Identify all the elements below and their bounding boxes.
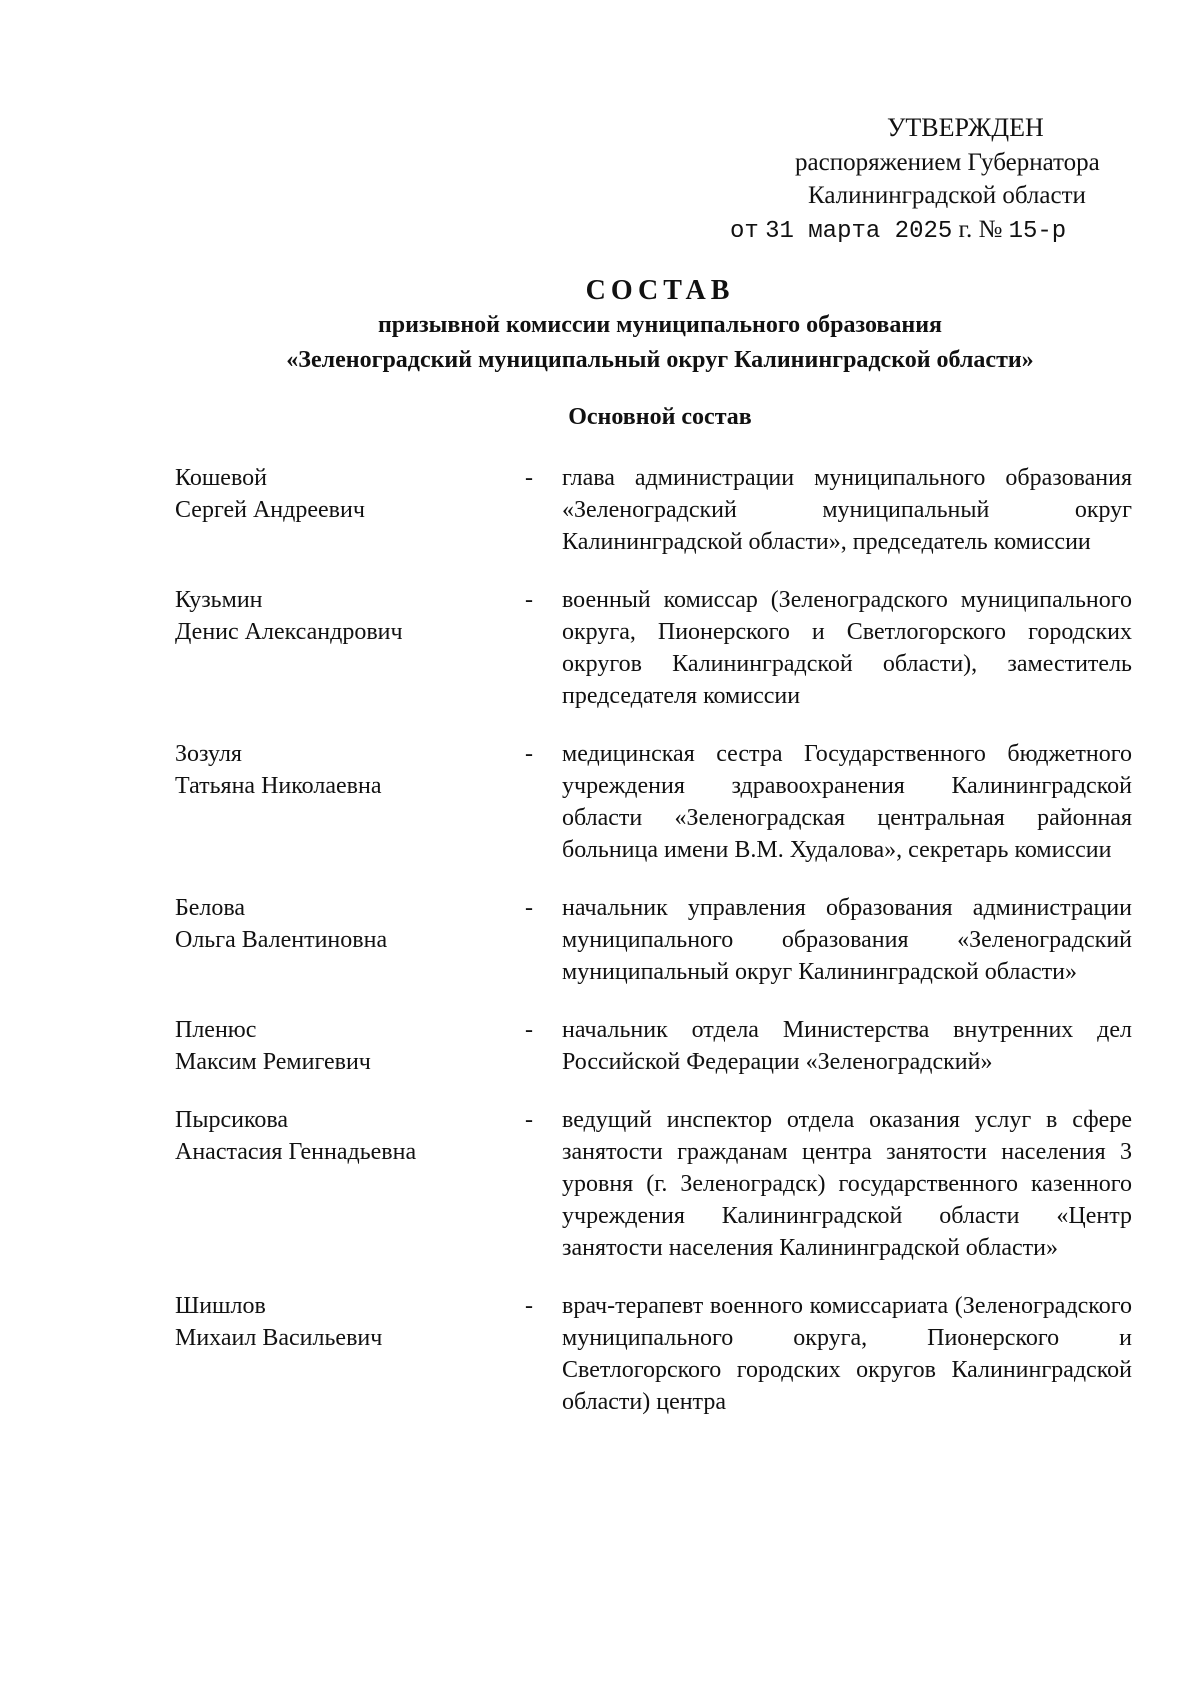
- member-surname: Кузьмин: [175, 587, 263, 613]
- approval-date-suffix: г. №: [958, 216, 1003, 243]
- member-name: [175, 738, 505, 802]
- member-given-name: Татьяна Николаевна: [175, 773, 382, 799]
- member-dash: -: [525, 1293, 533, 1319]
- member-name: [175, 1104, 505, 1168]
- section-title: Основной состав: [568, 404, 752, 430]
- member-description: врач-терапевт военного комиссариата (Зеленоградского муниципального округа, Пионерского и Светлогорского городских округов Калининградской области) центра: [562, 1293, 1132, 1415]
- member-dash: -: [525, 895, 533, 921]
- approval-by-order: распоряжением Губернатора: [795, 149, 1100, 176]
- approval-date-line: [730, 214, 1066, 247]
- member-description: начальник управления образования администрации муниципального образования «Зеленоградский муниципальный округ Калининградской области»: [562, 895, 1132, 985]
- member-surname: Кошевой: [175, 465, 267, 491]
- member-entry: [175, 584, 1135, 712]
- member-name: [175, 462, 505, 526]
- approval-date: 31 марта 2025: [765, 218, 953, 245]
- member-given-name: Сергей Андреевич: [175, 497, 365, 523]
- member-given-name: Анастасия Геннадьевна: [175, 1139, 417, 1165]
- member-entry: [175, 1290, 1135, 1418]
- member-dash: -: [525, 741, 533, 767]
- member-given-name: Ольга Валентиновна: [175, 927, 388, 953]
- member-name: [175, 892, 505, 956]
- member-description: начальник отдела Министерства внутренних дел Российской Федерации «Зеленоградский»: [562, 1017, 1132, 1075]
- approval-status: УТВЕРЖДЕН: [887, 113, 1044, 142]
- member-dash: -: [525, 1017, 533, 1043]
- document-title-block: [0, 275, 1200, 377]
- member-entry: [175, 1104, 1135, 1264]
- member-surname: Белова: [175, 895, 246, 921]
- member-entry: [175, 1014, 1135, 1078]
- member-name: [175, 584, 505, 648]
- member-name: [175, 1290, 505, 1354]
- member-name: [175, 1014, 505, 1078]
- member-entry: [175, 462, 1135, 558]
- member-surname: Пырсикова: [175, 1107, 289, 1133]
- member-given-name: Михаил Васильевич: [175, 1325, 383, 1351]
- document-subtitle-line2: «Зеленоградский муниципальный округ Калининградской области»: [286, 347, 1034, 373]
- member-dash: -: [525, 587, 533, 613]
- member-dash: -: [525, 465, 533, 491]
- member-dash: -: [525, 1107, 533, 1133]
- approval-region: Калининградской области: [808, 182, 1086, 209]
- member-surname: Зозуля: [175, 741, 242, 767]
- member-description: ведущий инспектор отдела оказания услуг в сфере занятости гражданам центра занятости населения 3 уровня (г. Зеленоградск) государственного казенного учреждения Калининградской области «Центр занятости населения Калининградской области»: [562, 1107, 1132, 1261]
- member-surname: Пленюс: [175, 1017, 257, 1043]
- member-entry: [175, 892, 1135, 988]
- approval-number: 15-р: [1008, 218, 1067, 245]
- member-given-name: Максим Ремигевич: [175, 1049, 371, 1075]
- document-subtitle-line1: призывной комиссии муниципального образования: [377, 312, 943, 338]
- member-entry: [175, 738, 1135, 866]
- approval-date-prefix: от: [730, 218, 759, 245]
- member-given-name: Денис Александрович: [175, 619, 403, 645]
- member-description: медицинская сестра Государственного бюджетного учреждения здравоохранения Калининградской области «Зеленоградская центральная районная больница имени В.М. Худалова», секретарь комиссии: [562, 741, 1132, 863]
- member-surname: Шишлов: [175, 1293, 266, 1319]
- member-description: глава администрации муниципального образования «Зеленоградский муниципальный округ Калининградской области», председатель комиссии: [562, 465, 1132, 555]
- document-title: СОСТАВ: [585, 275, 735, 306]
- member-description: военный комиссар (Зеленоградского муниципального округа, Пионерского и Светлогорского городских округов Калининградской области), заместитель председателя комиссии: [562, 587, 1132, 709]
- members-list: [175, 462, 1135, 1418]
